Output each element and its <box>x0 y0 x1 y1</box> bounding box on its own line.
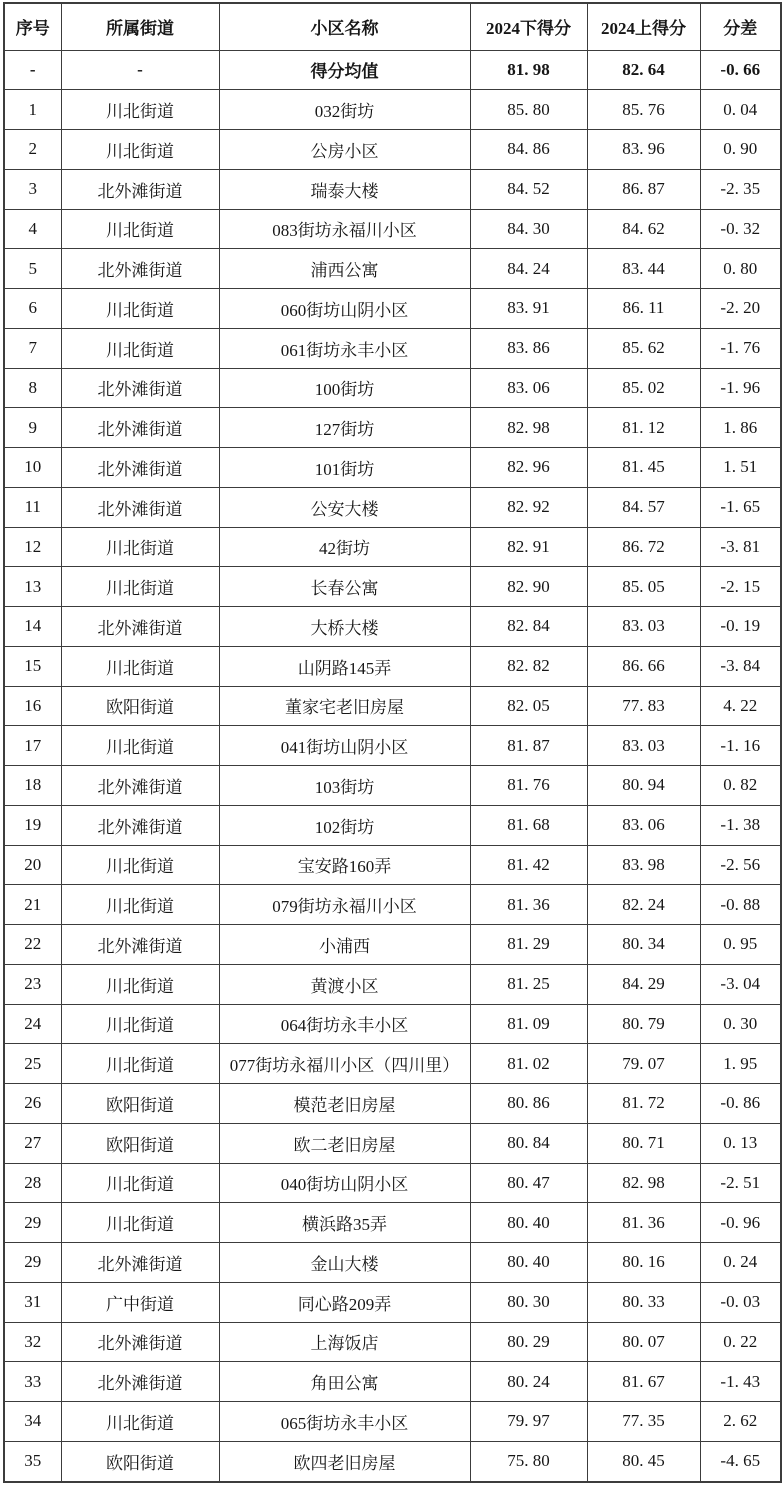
table-row <box>4 328 781 368</box>
cell-diff: -4. 65 <box>700 1441 781 1482</box>
cell-rank: 18 <box>4 766 61 806</box>
cell-diff: -0. 19 <box>700 607 781 647</box>
cell-community: 黄渡小区 <box>219 964 470 1004</box>
cell-community: 061街坊永丰小区 <box>219 328 470 368</box>
community-score-table <box>3 2 782 1483</box>
cell-diff: 0. 24 <box>700 1243 781 1283</box>
cell-diff: -2. 15 <box>700 567 781 607</box>
table-row <box>4 1123 781 1163</box>
cell-community: 山阴路145弄 <box>219 646 470 686</box>
cell-community: 公房小区 <box>219 130 470 170</box>
table-row <box>4 1084 781 1124</box>
cell-street: 川北街道 <box>61 289 219 329</box>
cell-rank: 9 <box>4 408 61 448</box>
cell-diff: -3. 81 <box>700 527 781 567</box>
cell-street: 川北街道 <box>61 209 219 249</box>
cell-diff: -2. 35 <box>700 169 781 209</box>
cell-community: 公安大楼 <box>219 487 470 527</box>
cell-score-2024h1: 80. 79 <box>587 1004 700 1044</box>
table-row <box>4 249 781 289</box>
table-row <box>4 726 781 766</box>
cell-diff: -2. 20 <box>700 289 781 329</box>
cell-rank: 13 <box>4 567 61 607</box>
cell-score-2024h2: 82. 91 <box>470 527 587 567</box>
cell-street: 川北街道 <box>61 1163 219 1203</box>
cell-community: 101街坊 <box>219 448 470 488</box>
cell-diff: -0. 66 <box>700 50 781 90</box>
cell-street: 川北街道 <box>61 1004 219 1044</box>
cell-score-2024h2: 83. 06 <box>470 368 587 408</box>
cell-score-2024h2: 80. 40 <box>470 1243 587 1283</box>
cell-score-2024h1: 77. 35 <box>587 1402 700 1442</box>
cell-score-2024h1: 83. 96 <box>587 130 700 170</box>
table-row <box>4 130 781 170</box>
cell-score-2024h1: 83. 44 <box>587 249 700 289</box>
cell-rank: 10 <box>4 448 61 488</box>
cell-score-2024h2: 80. 30 <box>470 1282 587 1322</box>
table-row <box>4 1402 781 1442</box>
cell-score-2024h1: 81. 67 <box>587 1362 700 1402</box>
table-row <box>4 686 781 726</box>
table-row <box>4 1243 781 1283</box>
cell-rank: 33 <box>4 1362 61 1402</box>
cell-community: 103街坊 <box>219 766 470 806</box>
cell-score-2024h2: 82. 98 <box>470 408 587 448</box>
cell-score-2024h1: 86. 87 <box>587 169 700 209</box>
cell-score-2024h1: 82. 24 <box>587 885 700 925</box>
cell-score-2024h2: 81. 02 <box>470 1044 587 1084</box>
cell-street: 川北街道 <box>61 1203 219 1243</box>
cell-diff: 4. 22 <box>700 686 781 726</box>
cell-diff: 0. 90 <box>700 130 781 170</box>
cell-diff: -0. 96 <box>700 1203 781 1243</box>
cell-score-2024h2: 81. 68 <box>470 805 587 845</box>
cell-rank: 14 <box>4 607 61 647</box>
cell-diff: -1. 43 <box>700 1362 781 1402</box>
table-row <box>4 766 781 806</box>
table-row <box>4 885 781 925</box>
cell-score-2024h1: 84. 57 <box>587 487 700 527</box>
table-row <box>4 487 781 527</box>
cell-rank: 11 <box>4 487 61 527</box>
cell-score-2024h1: 85. 02 <box>587 368 700 408</box>
cell-score-2024h1: 83. 03 <box>587 726 700 766</box>
cell-community: 宝安路160弄 <box>219 845 470 885</box>
cell-street: 北外滩街道 <box>61 249 219 289</box>
cell-score-2024h2: 80. 86 <box>470 1084 587 1124</box>
cell-community: 060街坊山阴小区 <box>219 289 470 329</box>
cell-score-2024h2: 82. 92 <box>470 487 587 527</box>
cell-community: 角田公寓 <box>219 1362 470 1402</box>
cell-rank: 32 <box>4 1322 61 1362</box>
cell-rank: 22 <box>4 925 61 965</box>
cell-community: 长春公寓 <box>219 567 470 607</box>
cell-diff: 0. 80 <box>700 249 781 289</box>
col-header-rank: 序号 <box>4 3 61 50</box>
col-header-score-2024h1: 2024上得分 <box>587 3 700 50</box>
cell-score-2024h2: 83. 91 <box>470 289 587 329</box>
cell-street: 川北街道 <box>61 1402 219 1442</box>
cell-street: 北外滩街道 <box>61 925 219 965</box>
cell-score-2024h2: 85. 80 <box>470 90 587 130</box>
cell-street: 北外滩街道 <box>61 487 219 527</box>
cell-diff: -2. 56 <box>700 845 781 885</box>
cell-rank: 25 <box>4 1044 61 1084</box>
table-row <box>4 1322 781 1362</box>
cell-score-2024h1: 80. 16 <box>587 1243 700 1283</box>
cell-score-2024h2: 82. 82 <box>470 646 587 686</box>
cell-rank: 3 <box>4 169 61 209</box>
cell-community: 同心路209弄 <box>219 1282 470 1322</box>
cell-community: 100街坊 <box>219 368 470 408</box>
cell-community: 瑞泰大楼 <box>219 169 470 209</box>
cell-diff: 2. 62 <box>700 1402 781 1442</box>
cell-score-2024h1: 85. 05 <box>587 567 700 607</box>
cell-diff: 0. 22 <box>700 1322 781 1362</box>
table-row <box>4 1362 781 1402</box>
cell-rank: 31 <box>4 1282 61 1322</box>
cell-street: 川北街道 <box>61 646 219 686</box>
cell-community: 模范老旧房屋 <box>219 1084 470 1124</box>
cell-score-2024h1: 81. 12 <box>587 408 700 448</box>
cell-street: 欧阳街道 <box>61 686 219 726</box>
cell-community: 42街坊 <box>219 527 470 567</box>
cell-score-2024h1: 80. 34 <box>587 925 700 965</box>
cell-rank: 2 <box>4 130 61 170</box>
cell-rank: 1 <box>4 90 61 130</box>
cell-street: 北外滩街道 <box>61 805 219 845</box>
cell-rank: 28 <box>4 1163 61 1203</box>
cell-community: 041街坊山阴小区 <box>219 726 470 766</box>
cell-diff: -0. 32 <box>700 209 781 249</box>
cell-diff: -1. 76 <box>700 328 781 368</box>
table-row <box>4 845 781 885</box>
cell-street: 川北街道 <box>61 1044 219 1084</box>
cell-score-2024h1: 83. 03 <box>587 607 700 647</box>
cell-rank: 16 <box>4 686 61 726</box>
cell-community: 浦西公寓 <box>219 249 470 289</box>
cell-community: 079街坊永福川小区 <box>219 885 470 925</box>
cell-community: 大桥大楼 <box>219 607 470 647</box>
cell-street: 北外滩街道 <box>61 368 219 408</box>
cell-rank: 29 <box>4 1203 61 1243</box>
cell-street: 北外滩街道 <box>61 408 219 448</box>
cell-street: 北外滩街道 <box>61 1322 219 1362</box>
cell-community: 欧四老旧房屋 <box>219 1441 470 1482</box>
cell-score-2024h2: 81. 87 <box>470 726 587 766</box>
cell-score-2024h1: 77. 83 <box>587 686 700 726</box>
cell-score-2024h2: 80. 47 <box>470 1163 587 1203</box>
table-row <box>4 805 781 845</box>
cell-rank: 8 <box>4 368 61 408</box>
cell-score-2024h2: 75. 80 <box>470 1441 587 1482</box>
cell-diff: 0. 30 <box>700 1004 781 1044</box>
table-row <box>4 964 781 1004</box>
table-row <box>4 607 781 647</box>
cell-community: 032街坊 <box>219 90 470 130</box>
cell-score-2024h2: 84. 24 <box>470 249 587 289</box>
cell-score-2024h1: 79. 07 <box>587 1044 700 1084</box>
table-body <box>4 50 781 1482</box>
cell-rank: 4 <box>4 209 61 249</box>
cell-street: 北外滩街道 <box>61 607 219 647</box>
cell-community: 得分均值 <box>219 50 470 90</box>
table-row <box>4 448 781 488</box>
cell-community: 102街坊 <box>219 805 470 845</box>
cell-diff: 1. 95 <box>700 1044 781 1084</box>
table-row <box>4 527 781 567</box>
table-row <box>4 408 781 448</box>
cell-score-2024h2: 80. 40 <box>470 1203 587 1243</box>
cell-score-2024h2: 80. 84 <box>470 1123 587 1163</box>
table-row <box>4 209 781 249</box>
cell-score-2024h1: 81. 36 <box>587 1203 700 1243</box>
cell-rank: 7 <box>4 328 61 368</box>
cell-score-2024h2: 81. 09 <box>470 1004 587 1044</box>
cell-score-2024h2: 81. 76 <box>470 766 587 806</box>
cell-score-2024h2: 82. 84 <box>470 607 587 647</box>
cell-score-2024h2: 81. 25 <box>470 964 587 1004</box>
cell-community: 077街坊永福川小区（四川里） <box>219 1044 470 1084</box>
cell-community: 065街坊永丰小区 <box>219 1402 470 1442</box>
cell-street: 广中街道 <box>61 1282 219 1322</box>
cell-score-2024h1: 80. 71 <box>587 1123 700 1163</box>
cell-score-2024h2: 84. 30 <box>470 209 587 249</box>
cell-diff: -1. 96 <box>700 368 781 408</box>
cell-diff: -1. 16 <box>700 726 781 766</box>
cell-score-2024h1: 81. 72 <box>587 1084 700 1124</box>
cell-rank: 26 <box>4 1084 61 1124</box>
cell-diff: 1. 51 <box>700 448 781 488</box>
cell-street: 欧阳街道 <box>61 1084 219 1124</box>
cell-street: 北外滩街道 <box>61 448 219 488</box>
cell-rank: 29 <box>4 1243 61 1283</box>
cell-street: 川北街道 <box>61 130 219 170</box>
table-row <box>4 169 781 209</box>
cell-rank: 17 <box>4 726 61 766</box>
cell-score-2024h2: 81. 29 <box>470 925 587 965</box>
cell-diff: 0. 04 <box>700 90 781 130</box>
cell-score-2024h1: 84. 29 <box>587 964 700 1004</box>
cell-street: 北外滩街道 <box>61 169 219 209</box>
cell-score-2024h2: 82. 05 <box>470 686 587 726</box>
cell-street: 川北街道 <box>61 567 219 607</box>
cell-street: - <box>61 50 219 90</box>
cell-score-2024h1: 84. 62 <box>587 209 700 249</box>
cell-rank: 35 <box>4 1441 61 1482</box>
cell-score-2024h2: 82. 96 <box>470 448 587 488</box>
cell-street: 欧阳街道 <box>61 1441 219 1482</box>
col-header-diff: 分差 <box>700 3 781 50</box>
cell-diff: 0. 13 <box>700 1123 781 1163</box>
cell-score-2024h1: 81. 45 <box>587 448 700 488</box>
cell-rank: 27 <box>4 1123 61 1163</box>
cell-community: 横浜路35弄 <box>219 1203 470 1243</box>
cell-rank: 5 <box>4 249 61 289</box>
cell-community: 040街坊山阴小区 <box>219 1163 470 1203</box>
cell-score-2024h1: 80. 94 <box>587 766 700 806</box>
cell-diff: -0. 86 <box>700 1084 781 1124</box>
mean-row <box>4 50 781 90</box>
cell-rank: 24 <box>4 1004 61 1044</box>
table-row <box>4 646 781 686</box>
cell-score-2024h2: 81. 98 <box>470 50 587 90</box>
cell-diff: 1. 86 <box>700 408 781 448</box>
cell-score-2024h1: 86. 72 <box>587 527 700 567</box>
cell-community: 上海饭店 <box>219 1322 470 1362</box>
cell-street: 北外滩街道 <box>61 1362 219 1402</box>
cell-street: 欧阳街道 <box>61 1123 219 1163</box>
cell-rank: 19 <box>4 805 61 845</box>
cell-diff: -0. 03 <box>700 1282 781 1322</box>
cell-score-2024h1: 83. 06 <box>587 805 700 845</box>
col-header-community: 小区名称 <box>219 3 470 50</box>
cell-diff: 0. 95 <box>700 925 781 965</box>
cell-rank: 34 <box>4 1402 61 1442</box>
table-row <box>4 925 781 965</box>
cell-score-2024h1: 85. 76 <box>587 90 700 130</box>
table-row <box>4 1441 781 1482</box>
cell-street: 川北街道 <box>61 527 219 567</box>
cell-score-2024h1: 86. 11 <box>587 289 700 329</box>
cell-score-2024h1: 85. 62 <box>587 328 700 368</box>
cell-street: 北外滩街道 <box>61 1243 219 1283</box>
cell-diff: -1. 38 <box>700 805 781 845</box>
cell-score-2024h1: 80. 33 <box>587 1282 700 1322</box>
table-row <box>4 1004 781 1044</box>
cell-diff: -1. 65 <box>700 487 781 527</box>
table-row <box>4 1203 781 1243</box>
cell-street: 川北街道 <box>61 885 219 925</box>
cell-rank: 15 <box>4 646 61 686</box>
table-row <box>4 90 781 130</box>
cell-score-2024h2: 82. 90 <box>470 567 587 607</box>
cell-rank: 6 <box>4 289 61 329</box>
cell-score-2024h2: 81. 42 <box>470 845 587 885</box>
cell-score-2024h2: 80. 24 <box>470 1362 587 1402</box>
cell-score-2024h1: 86. 66 <box>587 646 700 686</box>
cell-community: 083街坊永福川小区 <box>219 209 470 249</box>
cell-street: 北外滩街道 <box>61 766 219 806</box>
table-row <box>4 1163 781 1203</box>
cell-community: 064街坊永丰小区 <box>219 1004 470 1044</box>
cell-score-2024h2: 84. 86 <box>470 130 587 170</box>
cell-diff: -3. 84 <box>700 646 781 686</box>
cell-community: 小浦西 <box>219 925 470 965</box>
cell-score-2024h2: 79. 97 <box>470 1402 587 1442</box>
cell-diff: -0. 88 <box>700 885 781 925</box>
cell-diff: 0. 82 <box>700 766 781 806</box>
cell-rank: 20 <box>4 845 61 885</box>
cell-street: 川北街道 <box>61 726 219 766</box>
table-row <box>4 567 781 607</box>
cell-score-2024h1: 80. 45 <box>587 1441 700 1482</box>
table-row <box>4 289 781 329</box>
cell-score-2024h2: 84. 52 <box>470 169 587 209</box>
cell-community: 欧二老旧房屋 <box>219 1123 470 1163</box>
cell-street: 川北街道 <box>61 328 219 368</box>
cell-score-2024h1: 82. 98 <box>587 1163 700 1203</box>
cell-score-2024h1: 82. 64 <box>587 50 700 90</box>
header-row <box>4 3 781 50</box>
col-header-street: 所属街道 <box>61 3 219 50</box>
cell-score-2024h1: 83. 98 <box>587 845 700 885</box>
cell-score-2024h1: 80. 07 <box>587 1322 700 1362</box>
col-header-score-2024h2: 2024下得分 <box>470 3 587 50</box>
cell-rank: - <box>4 50 61 90</box>
cell-diff: -3. 04 <box>700 964 781 1004</box>
cell-street: 川北街道 <box>61 90 219 130</box>
cell-rank: 21 <box>4 885 61 925</box>
cell-street: 川北街道 <box>61 845 219 885</box>
cell-rank: 12 <box>4 527 61 567</box>
table-row <box>4 368 781 408</box>
cell-community: 董家宅老旧房屋 <box>219 686 470 726</box>
cell-score-2024h2: 80. 29 <box>470 1322 587 1362</box>
cell-score-2024h2: 81. 36 <box>470 885 587 925</box>
cell-diff: -2. 51 <box>700 1163 781 1203</box>
cell-street: 川北街道 <box>61 964 219 1004</box>
cell-community: 金山大楼 <box>219 1243 470 1283</box>
cell-community: 127街坊 <box>219 408 470 448</box>
cell-rank: 23 <box>4 964 61 1004</box>
table-row <box>4 1044 781 1084</box>
cell-score-2024h2: 83. 86 <box>470 328 587 368</box>
table-row <box>4 1282 781 1322</box>
